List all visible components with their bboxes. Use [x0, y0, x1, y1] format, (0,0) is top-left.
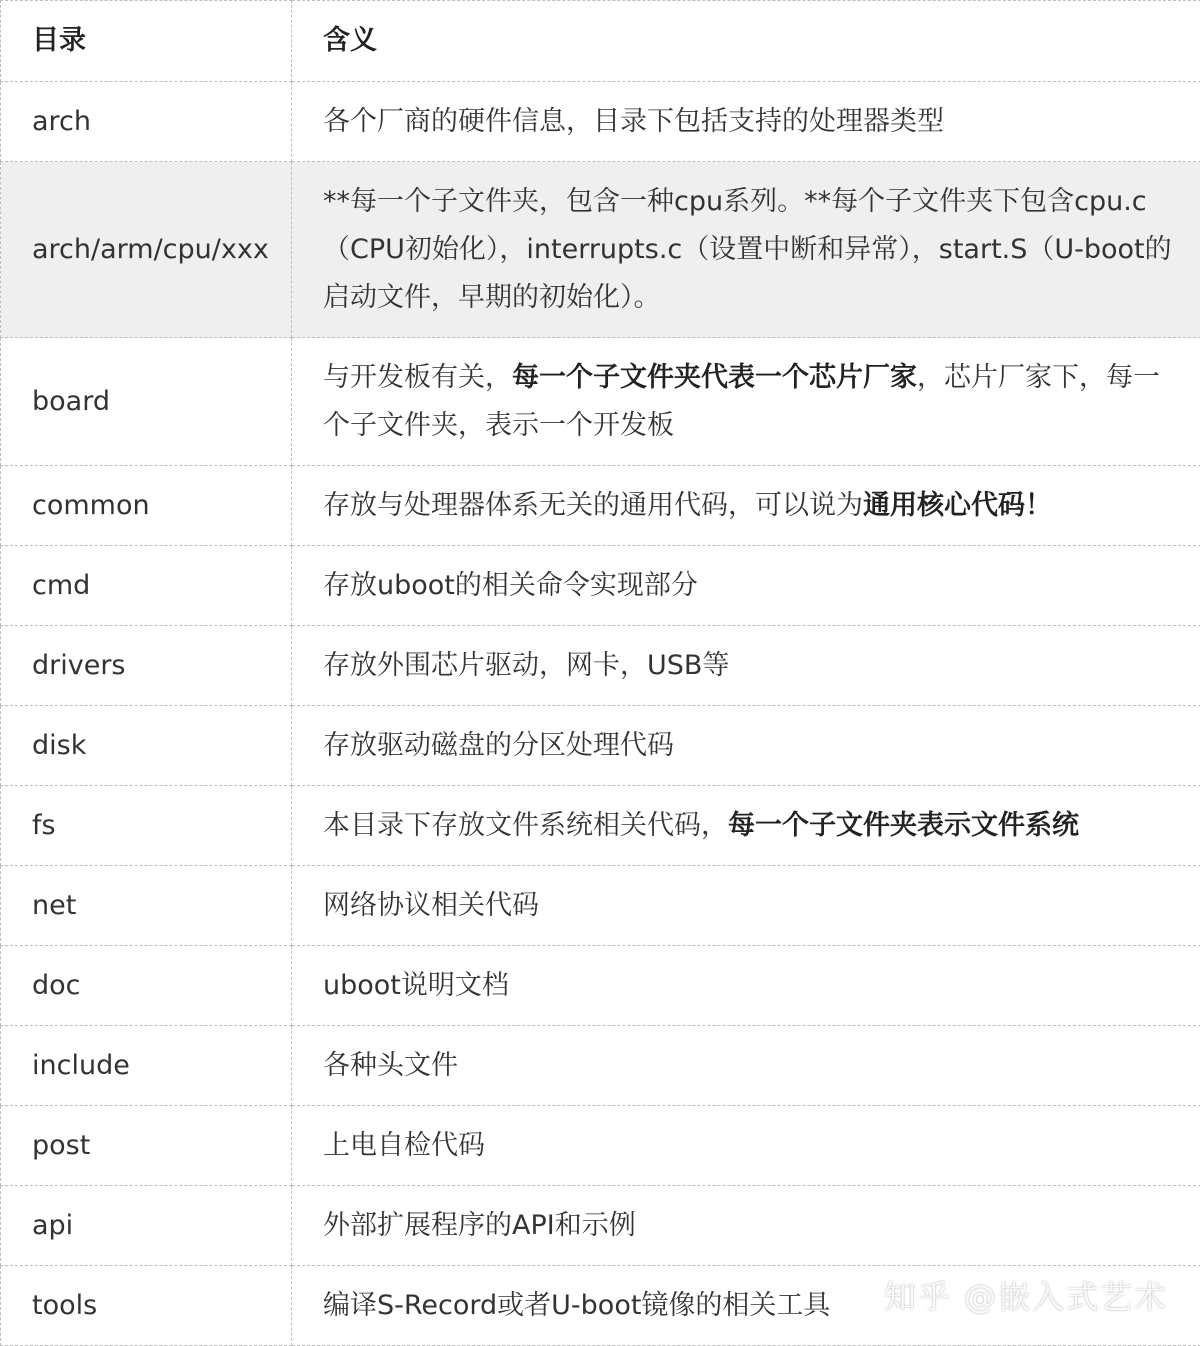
meaning-cell	[292, 82, 1200, 162]
table-row	[1, 1106, 1200, 1186]
table-row	[1, 338, 1200, 466]
table-row	[1, 946, 1200, 1026]
directory-cell: doc	[1, 946, 292, 1026]
directory-cell: include	[1, 1026, 292, 1106]
header-meaning: 含义	[292, 1, 1200, 82]
table-body	[1, 82, 1200, 1346]
table-row	[1, 626, 1200, 706]
table-row	[1, 466, 1200, 546]
directory-cell: fs	[1, 786, 292, 866]
directory-cell: tools	[1, 1266, 292, 1346]
directory-cell: cmd	[1, 546, 292, 626]
meaning-text: 上电自检代码	[323, 1129, 485, 1161]
meaning-cell	[292, 786, 1200, 866]
meaning-text: 本目录下存放文件系统相关代码，	[323, 809, 728, 841]
meaning-text: 外部扩展程序的API和示例	[323, 1209, 636, 1241]
watermark: 知乎 @嵌入式艺术	[883, 1278, 1168, 1316]
table-row	[1, 866, 1200, 946]
meaning-cell	[292, 162, 1200, 338]
meaning-emphasis: 每一个子文件夹代表一个芯片厂家	[512, 361, 917, 393]
meaning-text: 各种头文件	[323, 1049, 458, 1081]
meaning-text: 存放与处理器体系无关的通用代码，可以说为	[323, 489, 863, 521]
table-row	[1, 546, 1200, 626]
meaning-cell	[292, 1026, 1200, 1106]
meaning-text: ，芯片厂家下，每一个子文件夹，表示一个开发板	[323, 361, 1160, 441]
meaning-text: uboot说明文档	[323, 969, 509, 1001]
directory-cell: net	[1, 866, 292, 946]
directory-cell: arch	[1, 82, 292, 162]
meaning-text: 网络协议相关代码	[323, 889, 539, 921]
meaning-emphasis: 通用核心代码！	[863, 489, 1052, 521]
table-header-row	[1, 1, 1200, 82]
directory-cell: api	[1, 1186, 292, 1266]
directory-cell: post	[1, 1106, 292, 1186]
meaning-cell	[292, 338, 1200, 466]
meaning-cell	[292, 706, 1200, 786]
table-row	[1, 162, 1200, 338]
meaning-cell	[292, 1186, 1200, 1266]
directory-cell: disk	[1, 706, 292, 786]
meaning-text: 与开发板有关，	[323, 361, 512, 393]
meaning-text: 各个厂商的硬件信息，目录下包括支持的处理器类型	[323, 105, 944, 137]
meaning-cell	[292, 626, 1200, 706]
meaning-cell	[292, 866, 1200, 946]
table-row	[1, 786, 1200, 866]
meaning-cell	[292, 466, 1200, 546]
meaning-text: 存放驱动磁盘的分区处理代码	[323, 729, 674, 761]
table-row	[1, 1186, 1200, 1266]
directory-cell: common	[1, 466, 292, 546]
table-row	[1, 1026, 1200, 1106]
meaning-cell	[292, 1106, 1200, 1186]
meaning-text: 存放外围芯片驱动，网卡，USB等	[323, 649, 730, 681]
directory-cell: board	[1, 338, 292, 466]
meaning-emphasis: 每一个子文件夹表示文件系统	[728, 809, 1079, 841]
meaning-text: 存放uboot的相关命令实现部分	[323, 569, 698, 601]
header-directory: 目录	[1, 1, 292, 82]
meaning-cell	[292, 946, 1200, 1026]
table-row	[1, 706, 1200, 786]
meaning-text: **每一个子文件夹，包含一种cpu系列。**每个子文件夹下包含cpu.c（CPU初始化），interrupts.c（设置中断和异常），start.S（U-boot的启动文件，早期的初始化）。	[323, 185, 1172, 313]
meaning-text: 编译S-Record或者U-boot镜像的相关工具	[323, 1289, 831, 1321]
meaning-cell	[292, 546, 1200, 626]
directory-cell: drivers	[1, 626, 292, 706]
directory-cell: arch/arm/cpu/xxx	[1, 162, 292, 338]
table-row	[1, 82, 1200, 162]
